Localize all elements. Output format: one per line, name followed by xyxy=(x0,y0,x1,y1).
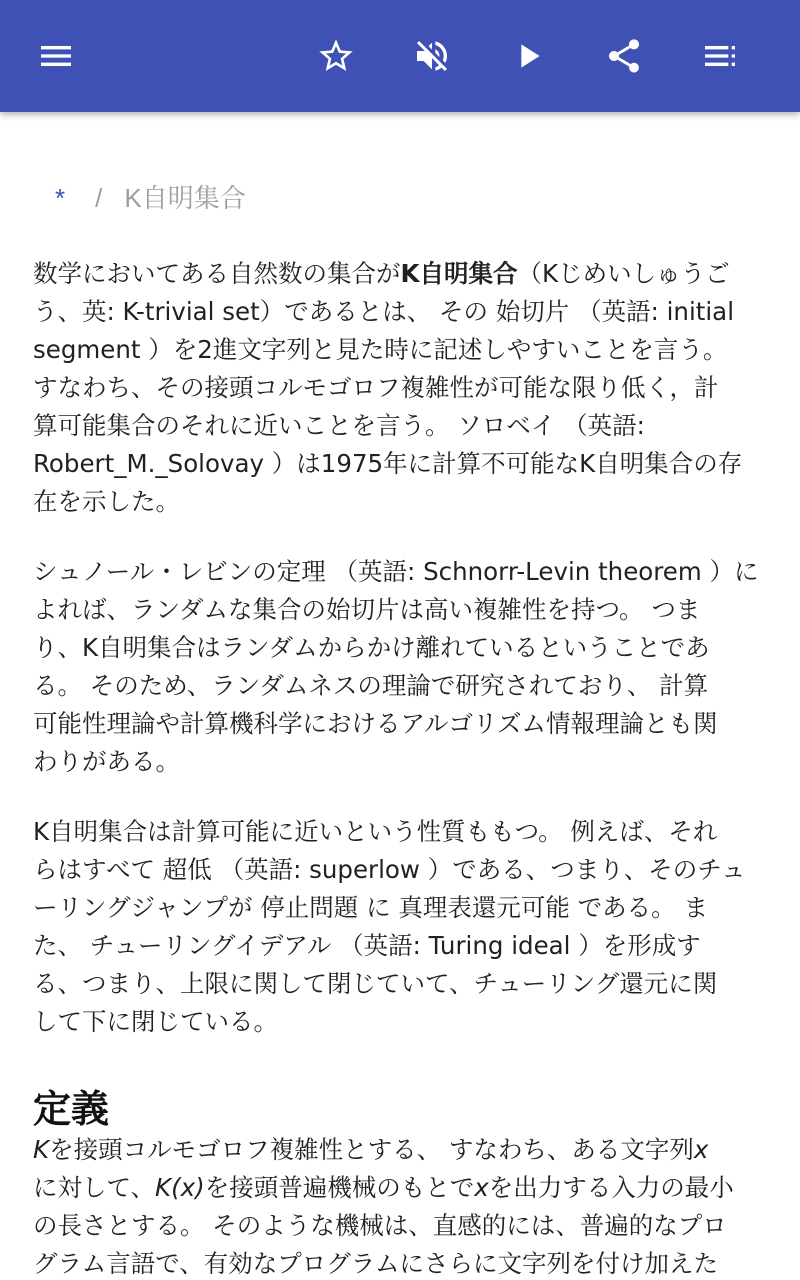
text-span: を出力する入力の最小 xyxy=(488,1173,734,1202)
text-line: う、英: K-trivial set）であるとは、 その 始切片 （英語: initial xyxy=(33,297,734,326)
text-line: る、つまり、上限に関して閉じていて、チューリング還元に関 xyxy=(33,969,718,998)
math-var: K xyxy=(33,1135,50,1164)
text-line: の長さとする。 そのような機械は、直感的には、普遍的なプロ xyxy=(33,1211,727,1240)
math-var: x xyxy=(474,1173,489,1202)
text-line xyxy=(33,1131,773,1169)
text-span: に対して、 xyxy=(33,1173,156,1202)
text-line: すなわち、その接頭コルモゴロフ複雑性が可能な限り低く，計 xyxy=(33,373,719,402)
text-line xyxy=(33,255,773,293)
text-line: 在を示した。 xyxy=(33,487,180,516)
text-span: を接頭普遍機械のもとで xyxy=(204,1173,475,1202)
text-line: シュノール・レビンの定理 （英語: Schnorr-Levin theorem ）に xyxy=(33,557,759,586)
text-span: 数学においてある自然数の集合が xyxy=(33,259,401,288)
share-icon[interactable] xyxy=(596,28,652,84)
text-line: らはすべて 超低 （英語: superlow ）である、つまり、そのチュ xyxy=(33,855,746,884)
paragraph-2 xyxy=(33,553,773,781)
text-line: た、 チューリングイデアル （英語: Turing ideal ）を形成す xyxy=(33,931,701,960)
text-line: 算可能集合のそれに近いことを言う。 ソロベイ （英語: xyxy=(33,411,645,440)
playlist-icon[interactable] xyxy=(692,28,748,84)
term-bold: K自明集合 xyxy=(400,259,518,288)
text-line: よれば、ランダムな集合の始切片は高い複雑性を持つ。 つま xyxy=(33,595,701,624)
math-var: x xyxy=(693,1135,709,1164)
play-icon[interactable] xyxy=(500,28,556,84)
paragraph-3 xyxy=(33,813,773,1041)
app-bar xyxy=(0,0,800,112)
section-heading: 定義 xyxy=(33,1087,110,1131)
text-line: Robert_M._Solovay ）は1975年に計算不可能なK自明集合の存 xyxy=(33,449,743,478)
intro-paragraph xyxy=(33,255,773,521)
text-line: ーリングジャンプが 停止問題 に 真理表還元可能 である。 ま xyxy=(33,893,708,922)
menu-icon[interactable] xyxy=(28,28,84,84)
breadcrumb-current: K自明集合 xyxy=(124,183,246,213)
text-line: り、K自明集合はランダムからかけ離れているということであ xyxy=(33,633,710,662)
text-span: を接頭コルモゴロフ複雑性とする、 すなわち、ある文字列 xyxy=(49,1135,694,1164)
text-line: segment ）を2進文字列と見た時に記述しやすいことを言う。 xyxy=(33,335,728,364)
text-line: 可能性理論や計算機科学におけるアルゴリズム情報理論とも関 xyxy=(33,709,718,738)
text-line: K自明集合は計算可能に近いという性質ももつ。 例えば、それ xyxy=(33,817,718,846)
text-line: グラム言語で、有効なプログラムにさらに文字列を付け加えた xyxy=(33,1249,719,1278)
text-line xyxy=(33,1169,773,1207)
math-var: K(x) xyxy=(155,1173,205,1202)
volume-off-icon[interactable] xyxy=(404,28,460,84)
article-content xyxy=(0,112,800,1280)
breadcrumb-separator: / xyxy=(95,183,103,213)
text-line: る。 そのため、ランダムネスの理論で研究されており、 計算 xyxy=(33,671,709,700)
text-line: して下に閉じている。 xyxy=(33,1007,278,1036)
text-span: （Kじめいしゅうご xyxy=(517,259,730,288)
definition-paragraph xyxy=(33,1131,773,1280)
breadcrumb-home[interactable]: * xyxy=(55,183,66,213)
text-line: わりがある。 xyxy=(33,747,180,776)
star-outline-icon[interactable] xyxy=(308,28,364,84)
breadcrumb xyxy=(55,178,246,215)
